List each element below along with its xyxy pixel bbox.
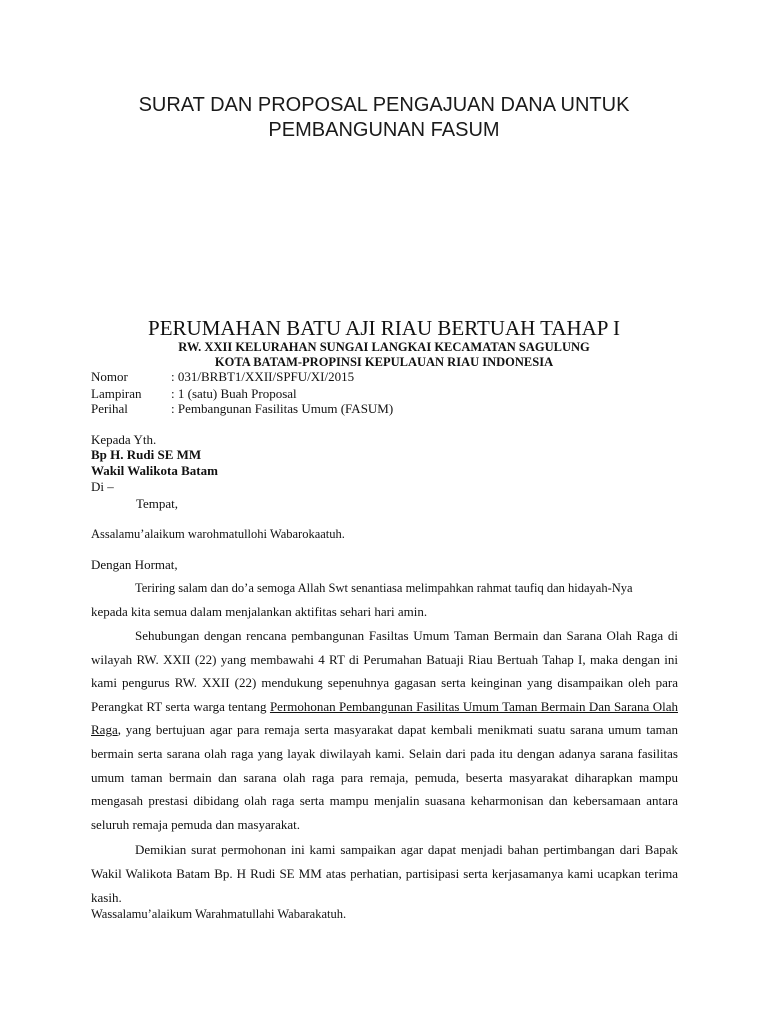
body-paragraph-3: Demikian surat permohonan ini kami sampaikan agar dapat menjadi bahan pertimbangan dari Bapak Wakil Walikota Batam Bp. H Rudi SE MM atas perhatian, partisipasi serta kerjasamanya kami ucapkan terima kasih.: [91, 842, 678, 905]
document-title-line-2: PEMBANGUNAN FASUM: [268, 119, 500, 141]
body-paragraph-2: [91, 624, 678, 836]
nomor-label: Nomor: [91, 369, 128, 384]
recipient-kepada: Kepada Yth.: [91, 432, 157, 447]
recipient-name: Bp H. Rudi SE MM: [91, 447, 202, 462]
reference-lampiran: [91, 386, 297, 402]
recipient-di: Di –: [91, 479, 114, 494]
letterhead-address-line-2: KOTA BATAM-PROPINSI KEPULAUAN RIAU INDONESIA: [214, 355, 554, 369]
recipient-position: Wakil Walikota Batam: [91, 463, 218, 478]
reference-nomor: [91, 369, 354, 385]
reference-perihal: [91, 401, 393, 417]
document-title: [40, 93, 728, 143]
recipient-tempat: Tempat,: [136, 496, 179, 511]
perihal-value: : Pembangunan Fasilitas Umum (FASUM): [171, 401, 394, 416]
perihal-label: Perihal: [91, 401, 128, 416]
salutation: Assalamu’alaikum warohmatullohi Wabarokaatuh.: [91, 527, 345, 541]
body-paragraph-1-line-1: Teriring salam dan do’a semoga Allah Swt senantiasa melimpahkan rahmat taufiq dan hidayah-Nya: [135, 581, 633, 595]
nomor-value: : 031/BRBT1/XXII/SPFU/XI/2015: [171, 369, 355, 384]
letterhead-name: PERUMAHAN BATU AJI RIAU BERTUAH TAHAP I: [148, 316, 620, 340]
closing: Wassalamu’alaikum Warahmatullahi Wabarakatuh.: [91, 907, 347, 921]
lampiran-label: Lampiran: [91, 386, 142, 401]
body-paragraph-2-text-b: , yang bertujuan agar para remaja serta masyarakat dapat kembali menikmati suatu sarana umum taman bermain serta sarana olah raga yang layak diwilayah kami. Selain dari pada itu dengan adanya sarana fasilitas umum taman bermain dan sarana olah raga para remaja, pemuda, beserta masyarakat diharapkan mampu mengasah prestasi dibidang olah raga serta mampu menjalin suasana keharmonisan dan kebersamaan antara seluruh remaja pemuda dan masyarakat.: [91, 722, 678, 832]
body-paragraph-2-text-a: Sehubungan dengan rencana pembangunan Fasiltas Umum Taman Bermain dan Sarana Olah Raga di wilayah RW. XXII (22) yang membawahi 4 RT di Perumahan Batuaji Riau Bertuah Tahap I, maka dengan ini kami pengurus RW. XXII (22) mendukung sepenuhnya gagasan serta keinginan yang disampaikan oleh para Perangkat RT serta warga tentang: [91, 628, 678, 714]
body-paragraph-1-line-2: kepada kita semua dalam menjalankan aktifitas sehari hari amin.: [91, 604, 428, 619]
opening: Dengan Hormat,: [91, 557, 178, 572]
document-title-line-1: SURAT DAN PROPOSAL PENGAJUAN DANA UNTUK: [138, 94, 630, 116]
letter-body: [91, 624, 678, 909]
subject-underlined: Permohonan Pembangunan Fasilitas Umum Taman Bermain Dan Sarana Olah Raga: [91, 698, 678, 738]
letterhead-address-line-1: RW. XXII KELURAHAN SUNGAI LANGKAI KECAMATAN SAGULUNG: [178, 340, 590, 354]
lampiran-value: : 1 (satu) Buah Proposal: [171, 386, 297, 401]
